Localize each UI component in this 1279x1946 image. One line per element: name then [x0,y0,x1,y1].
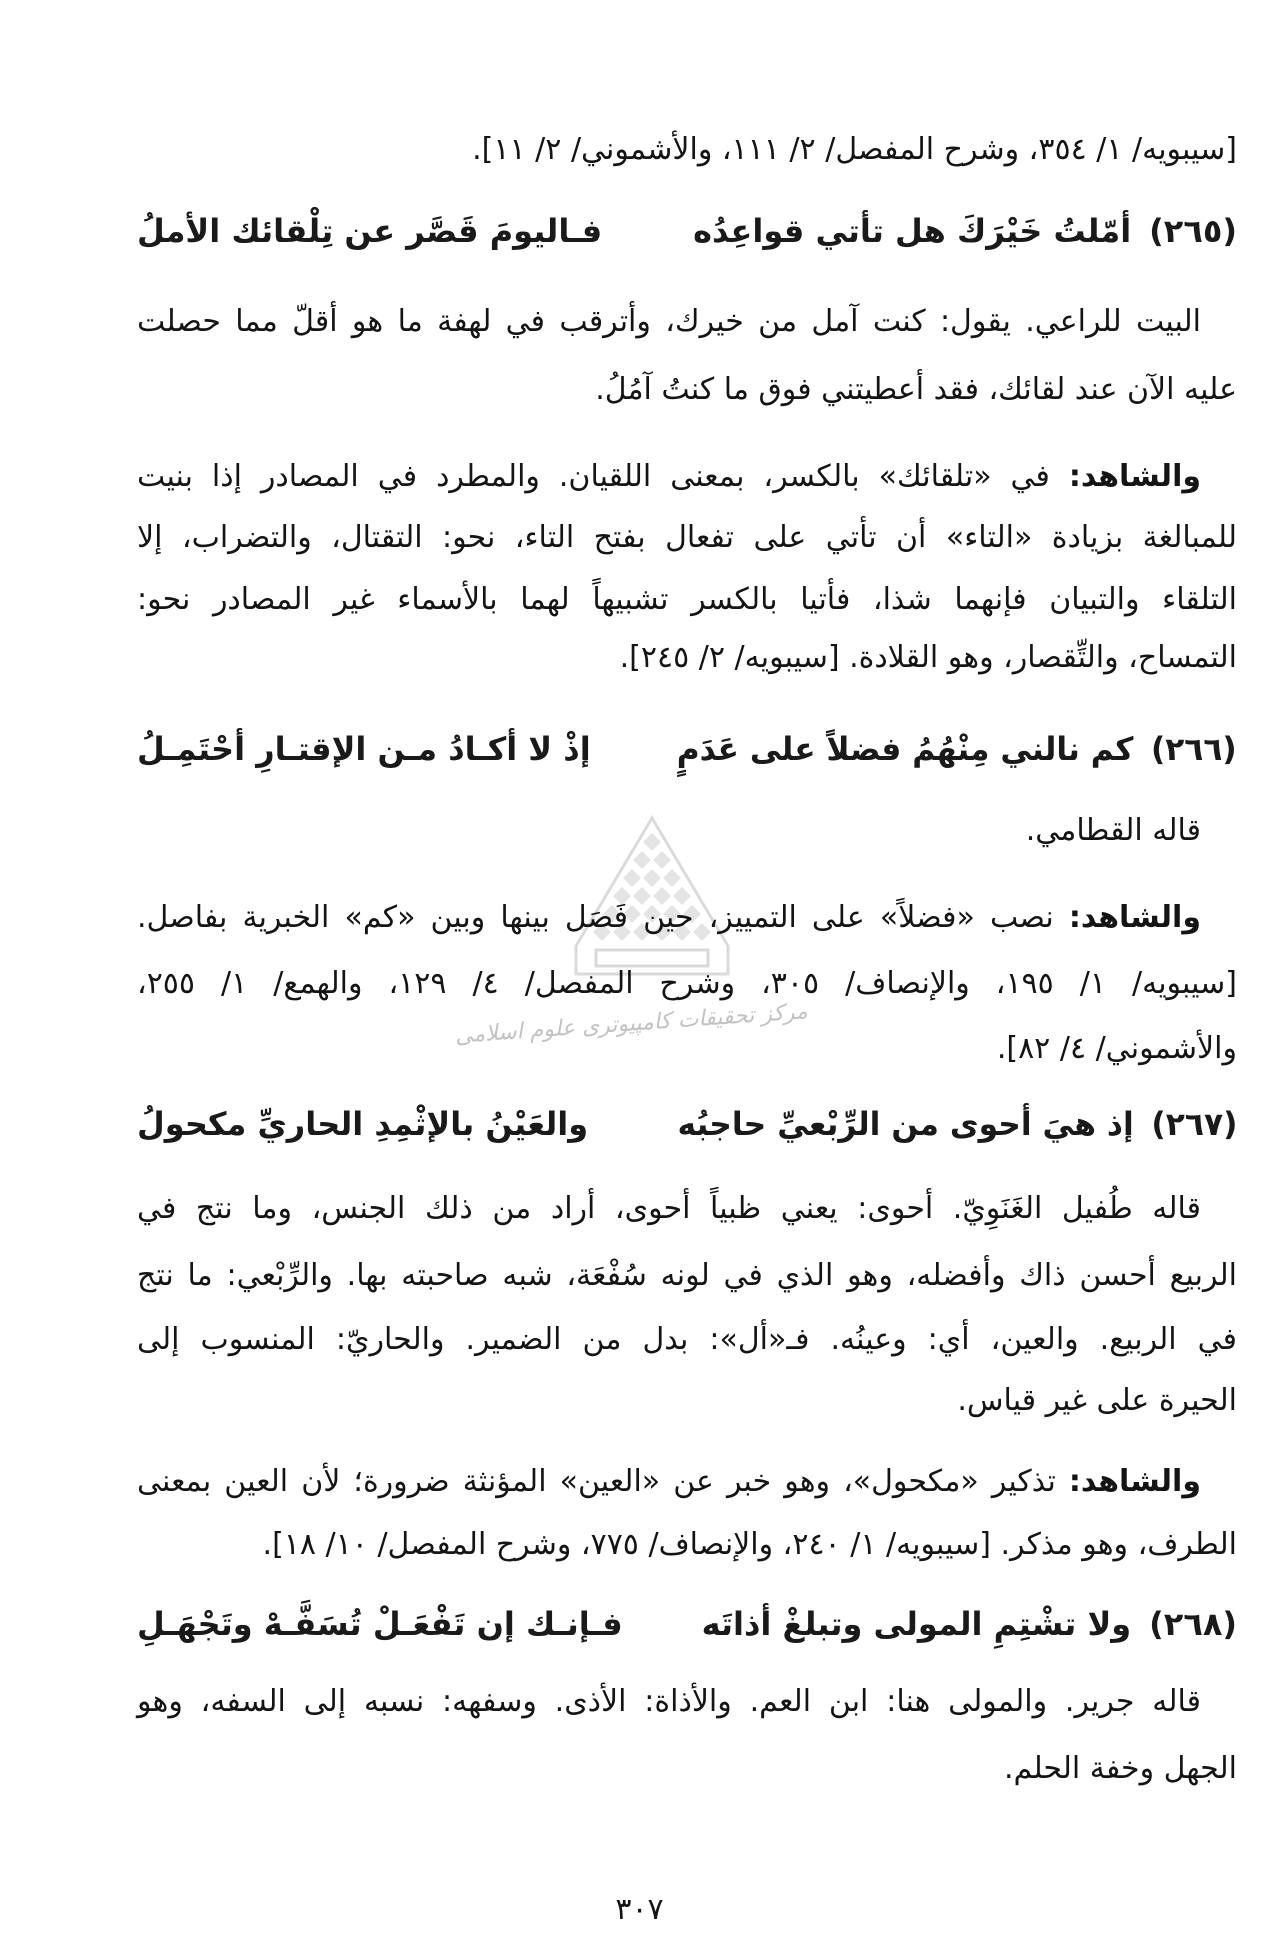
reference-line: [سيبويه/ ١/ ٣٥٤، وشرح المفصل/ ٢/ ١١١، والأشموني/ ٢/ ١١]. [472,132,1237,167]
verse-number: (٢٦٧) [1150,1105,1237,1143]
first-hemistich: ولا تشْتِمِ المولى وتبلغْ أذاتَه [701,1605,1132,1643]
witness-label: والشاهد: [1068,900,1201,935]
text-line: الطرف، وهو مذكر. [سيبويه/ ١/ ٢٤٠، والإنصاف/ ٧٧٥، وشرح المفصل/ ١٠/ ١٨]. [262,1527,1237,1562]
text-line [137,1460,1201,1504]
text-line: قاله القطامي. [1025,813,1201,848]
text-line: البيت للراعي. يقول: كنت آمل من خيرك، وأترقب في لهفة ما هو أقلّ مما حصلت [137,304,1201,339]
verse-first-half [702,1599,1237,1649]
verse-266 [137,724,1237,774]
verse-number: (٢٦٨) [1149,1605,1237,1643]
verse-number: (٢٦٥) [1149,212,1237,250]
text-line [137,455,1201,499]
text-line: قاله جرير. والمولى هنا: ابن العم. والأذاة: الأذى. وسفهه: نسبه إلى السفه، وهو [137,1684,1201,1719]
text-line: قاله طُفيل الغَنَوِيّ. أحوى: يعني ظبياً أحوى، أراد من ذلك الجنس، وما نتج في [137,1191,1201,1226]
text-line: الحيرة على غير قياس. [957,1383,1237,1418]
text-line [137,896,1201,940]
page-number: ٣٠٧ [615,1892,664,1927]
text-line: [سيبويه/ ١/ ١٩٥، والإنصاف/ ٣٠٥، وشرح المفصل/ ٤/ ١٢٩، والهمع/ ١/ ٢٥٥، [137,966,1237,1001]
first-hemistich: أمّلتُ خَيْرَكَ هل تأتي قواعِدُه [693,212,1132,250]
first-hemistich: كم نالني مِنْهُمُ فضلاً على عَدَمٍ [677,730,1134,768]
watermark-text: مرکز تحقیقات کامپیوتری علوم اسلامی [454,999,809,1049]
text-line: التلقاء والتبيان فإنهما شذا، فأتيا بالكسر تشبيهاً لهما بالأسماء غير المصادر نحو: [137,582,1237,617]
verse-267 [137,1099,1237,1149]
verse-265 [137,206,1237,256]
verse-number: (٢٦٦) [1151,730,1237,768]
text-line: الربيع أحسن ذاك وأفضله، وهو الذي في لونه سُفْعَة، شبه صاحبته بها. والرِّبْعي: ما نتج [137,1258,1237,1293]
text-line: والأشموني/ ٤/ ٨٢]. [996,1031,1237,1066]
verse-first-half [677,1099,1237,1149]
second-hemistich: فـإنـك إن تَفْعَـلْ تُسَفَّـهْ وتَجْهَـلِ [137,1605,623,1643]
second-hemistich: والعَيْنُ بالإثْمِدِ الحاريِّ مكحولُ [137,1105,589,1143]
line-text: نصب «فضلاً» على التمييز، حين فَصَل بينها وبين «كم» الخبرية بفاصل. [137,900,1054,935]
text-line: التمساح، والتِّقصار، وهو القلادة. [سيبويه/ ٢/ ٢٤٥]. [619,640,1237,675]
second-hemistich: إذْ لا أكـادُ مـن الإقتـارِ أحْتَمِـلُ [137,730,591,768]
verse-first-half [693,206,1237,256]
first-hemistich: إذ هيَ أحوى من الرِّبْعيِّ حاجبُه [677,1105,1134,1143]
verse-268 [137,1599,1237,1649]
second-hemistich: فـاليومَ قَصَّر عن تِلْقائك الأملُ [137,212,603,250]
line-text: في «تلقائك» بالكسر، بمعنى اللقيان. والمطرد في المصادر إذا بنيت [137,459,1050,494]
line-text: تذكير «مكحول»، وهو خبر عن «العين» المؤنثة ضرورة؛ لأن العين بمعنى [137,1464,1056,1499]
verse-first-half [677,724,1237,774]
witness-label: والشاهد: [1068,459,1201,494]
text-line: الجهل وخفة الحلم. [1003,1751,1237,1786]
text-block [137,0,1237,1946]
text-line: في الربيع. والعين، أي: وعينُه. فـ«أل»: بدل من الضمير. والحاريّ: المنسوب إلى [137,1322,1237,1357]
text-line: عليه الآن عند لقائك، فقد أعطيتني فوق ما كنتُ آمُلُ. [595,372,1237,407]
witness-label: والشاهد: [1068,1464,1201,1499]
text-line: للمبالغة بزيادة «التاء» أن تأتي على تفعال بفتح التاء، نحو: التقتال، والتضراب، إلا [137,520,1237,555]
